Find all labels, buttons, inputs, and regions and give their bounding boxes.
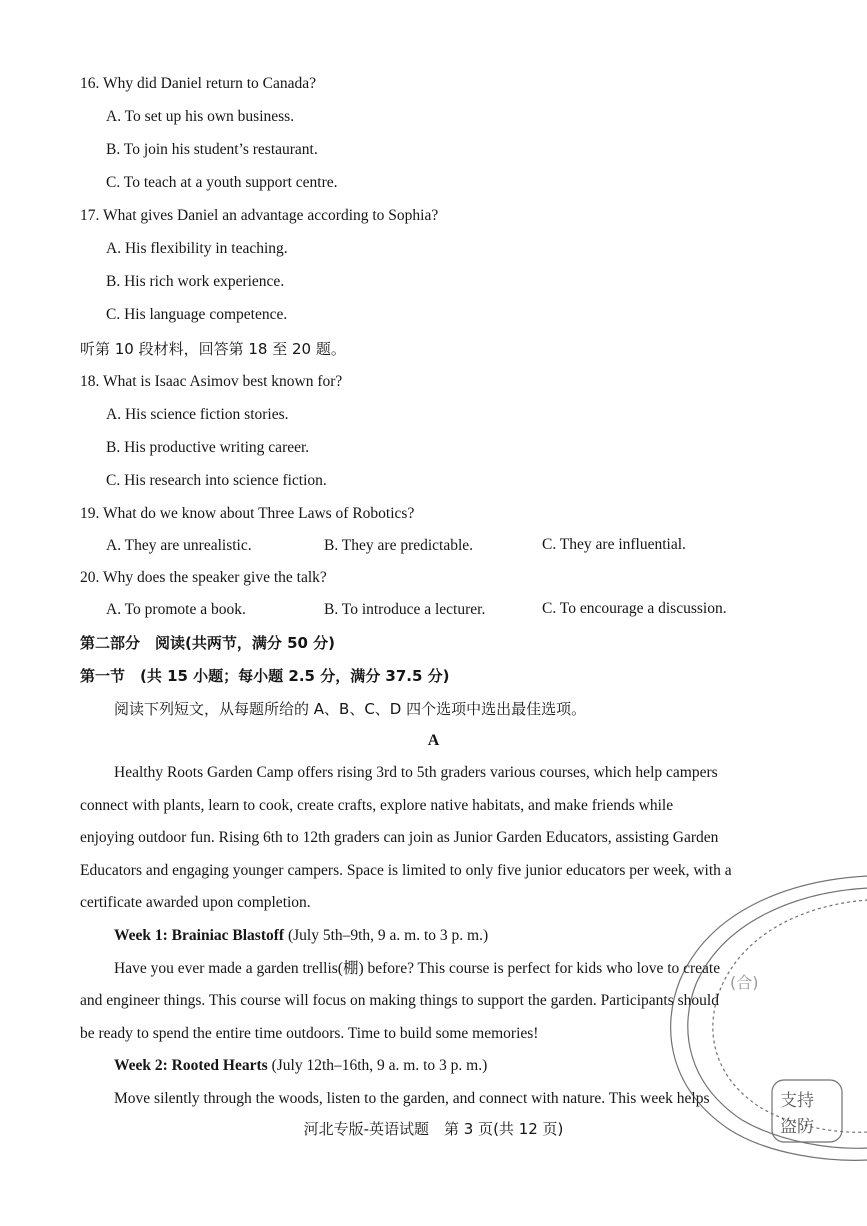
week-2-time: (July 12th–16th, 9 a. m. to 3 p. m.) [267,1057,488,1074]
question-17-option-a: A. His flexibility in teaching. [106,240,288,257]
part-2-heading: 第二部分 阅读(共两节，满分 50 分) [80,634,336,652]
question-16-option-c: C. To teach at a youth support centre. [106,174,338,191]
passage-intro-line-5: certificate awarded upon completion. [80,894,311,911]
question-17-stem: 17. What gives Daniel an advantage according to Sophia? [80,207,439,224]
week-2-heading [114,1056,487,1076]
week-1-line-1: Have you ever made a garden trellis(棚) before? This course is perfect for kids who love to create [114,960,721,977]
question-18-option-a: A. His science fiction stories. [106,406,289,423]
passage-intro-line-1: Healthy Roots Garden Camp offers rising 3rd to 5th graders various courses, which help campers [114,764,718,781]
question-20-option-c: C. To encourage a discussion. [542,600,727,617]
week-1-line-3: be ready to spend the entire time outdoors. Time to build some memories! [80,1025,539,1042]
question-20-option-b: B. To introduce a lecturer. [324,601,486,618]
passage-intro-line-2: connect with plants, learn to cook, create crafts, explore native habitats, and make friends while [80,797,674,814]
question-19-option-c: C. They are influential. [542,536,686,553]
seal-stamp [640,870,867,1170]
question-18-option-c: C. His research into science fiction. [106,472,327,489]
question-20-stem: 20. Why does the speaker give the talk? [80,569,327,586]
week-1-line-2: and engineer things. This course will focus on making things to support the garden. Participants should [80,992,719,1009]
section-1-heading: 第一节 (共 15 小题；每小题 2.5 分，满分 37.5 分) [80,667,450,685]
reading-instruction: 阅读下列短文，从每题所给的 A、B、C、D 四个选项中选出最佳选项。 [114,700,587,718]
question-18-stem: 18. What is Isaac Asimov best known for? [80,373,343,390]
week-1-heading [114,926,488,946]
page-footer: 河北专版-英语试题 第 3 页(共 12 页) [303,1120,564,1138]
svg-text:支持: 支持 [780,1091,814,1111]
question-17-option-c: C. His language competence. [106,306,288,323]
question-16-option-a: A. To set up his own business. [106,108,295,125]
question-16-stem: 16. Why did Daniel return to Canada? [80,75,317,92]
week-1-time: (July 5th–9th, 9 a. m. to 3 p. m.) [284,927,489,944]
question-16-option-b: B. To join his student’s restaurant. [106,141,318,158]
question-19-option-b: B. They are predictable. [324,537,474,554]
week-1-label: Week 1: Brainiac Blastoff [114,927,285,944]
week-2-label: Week 2: Rooted Hearts [114,1057,268,1074]
question-19-stem: 19. What do we know about Three Laws of Robotics? [80,505,415,522]
svg-text:(合): (合) [730,973,759,992]
svg-text:盗防: 盗防 [780,1117,814,1137]
passage-intro-line-4: Educators and engaging younger campers. Space is limited to only five junior educators per week, with a [80,862,732,879]
question-20-option-a: A. To promote a book. [106,601,246,618]
question-19-option-a: A. They are unrealistic. [106,537,252,554]
section-10-instruction: 听第 10 段材料，回答第 18 至 20 题。 [80,340,346,358]
passage-label: A [427,732,440,749]
question-17-option-b: B. His rich work experience. [106,273,285,290]
question-18-option-b: B. His productive writing career. [106,439,310,456]
week-2-line-1: Move silently through the woods, listen to the garden, and connect with nature. This week helps [114,1090,710,1107]
passage-intro-line-3: enjoying outdoor fun. Rising 6th to 12th graders can join as Junior Garden Educators, assisting Garden [80,829,719,846]
